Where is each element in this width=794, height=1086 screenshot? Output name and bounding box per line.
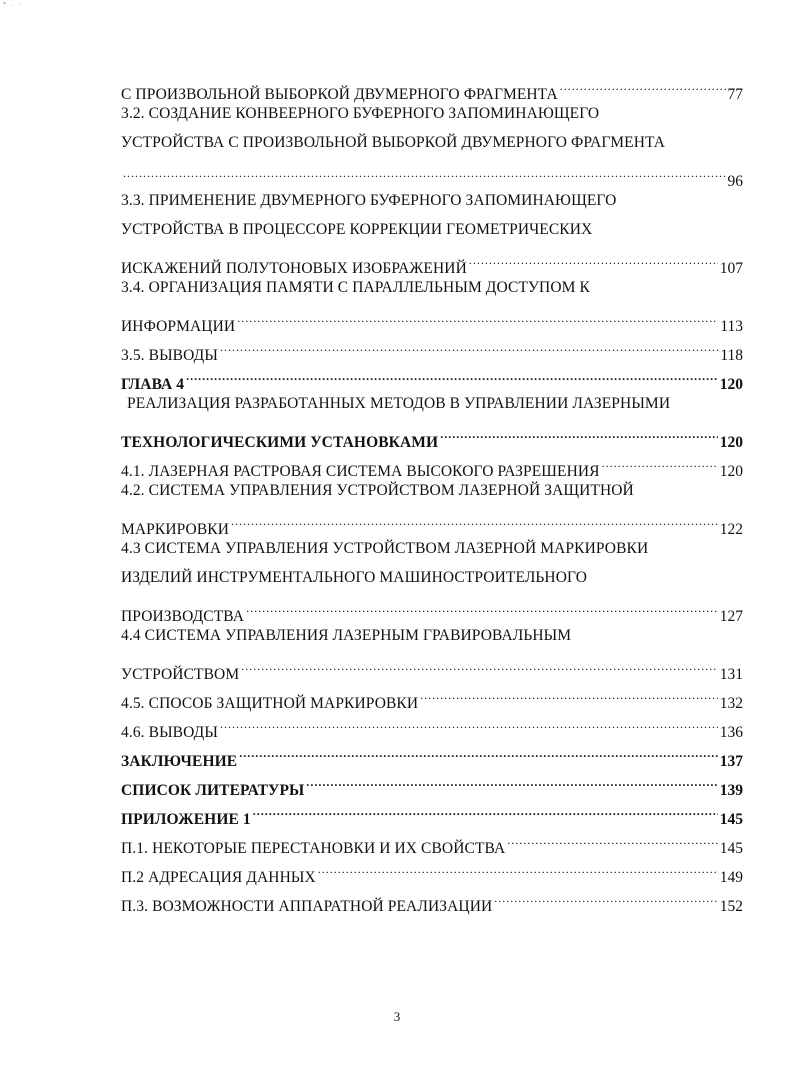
toc-leader-dots [241, 650, 718, 679]
toc-entry-title: ЗАКЛЮЧЕНИЕ [121, 753, 238, 770]
toc-entry[interactable] [121, 99, 743, 128]
toc-entry-page: 107 [719, 260, 743, 277]
toc-entry[interactable] [121, 650, 743, 683]
toc-leader-dots [231, 505, 718, 534]
toc-leader-dots [602, 447, 718, 476]
toc-entry[interactable] [121, 215, 743, 244]
toc-entry-title: 3.5. ВЫВОДЫ [121, 347, 218, 364]
page-number: 3 [393, 1009, 401, 1024]
toc-entry-title: ИЗДЕЛИЙ ИНСТРУМЕНТАЛЬНОГО МАШИНОСТРОИТЕЛЬНОГО [121, 569, 587, 586]
toc-entry-title: 4.5. СПОСОБ ЗАЩИТНОЙ МАРКИРОВКИ [121, 695, 419, 712]
toc-entry-page: 131 [719, 666, 743, 683]
toc-leader-dots [237, 302, 718, 331]
toc-entry-page: 113 [720, 318, 743, 335]
toc-entry-page: 127 [719, 608, 743, 625]
toc-leader-dots [220, 708, 718, 737]
toc-entry[interactable] [121, 70, 743, 103]
toc-entry[interactable] [121, 360, 743, 393]
toc-entry-page: 145 [719, 811, 743, 828]
toc-entry-title: 3.4. ОРГАНИЗАЦИЯ ПАМЯТИ С ПАРАЛЛЕЛЬНЫМ ДОСТУПОМ К [121, 279, 590, 296]
toc-leader-dots [420, 679, 718, 708]
toc-entry-page: 136 [719, 724, 743, 741]
toc-entry[interactable] [121, 592, 743, 625]
toc-entry-title: ИСКАЖЕНИЙ ПОЛУТОНОВЫХ ИЗОБРАЖЕНИЙ [121, 260, 467, 277]
toc-entry-title: УСТРОЙСТВА С ПРОИЗВОЛЬНОЙ ВЫБОРКОЙ ДВУМЕРНОГО ФРАГМЕНТА [121, 134, 666, 151]
toc-entry-title: ИНФОРМАЦИИ [121, 318, 236, 335]
toc-entry-title: П.1. НЕКОТОРЫЕ ПЕРЕСТАНОВКИ И ИХ СВОЙСТВА [121, 840, 506, 857]
toc-leader-dots [239, 737, 718, 766]
toc-entry-page: 120 [719, 434, 743, 451]
toc-entry-title: 4.4 СИСТЕМА УПРАВЛЕНИЯ ЛАЗЕРНЫМ ГРАВИРОВАЛЬНЫМ [121, 627, 572, 644]
toc-leader-dots [186, 360, 718, 389]
toc-entry-page: 152 [719, 898, 743, 915]
toc-entry-page: 96 [727, 173, 743, 190]
toc-entry-title: ПРОИЗВОДСТВА [121, 608, 245, 625]
toc-entry[interactable] [121, 389, 743, 418]
toc-entry-page: 149 [719, 869, 743, 886]
toc-entry-title: 3.2. СОЗДАНИЕ КОНВЕЕРНОГО БУФЕРНОГО ЗАПОМИНАЮЩЕГО [121, 105, 600, 122]
toc-leader-dots [246, 592, 718, 621]
toc-entry[interactable] [121, 244, 743, 277]
toc-entry[interactable] [121, 418, 743, 451]
toc-leader-dots [220, 331, 718, 360]
toc-entry-page: 77 [727, 86, 743, 103]
scan-corner-mark: * . · [3, 2, 23, 8]
toc-entry-page: 122 [719, 521, 743, 538]
toc-entry-title: 4.2. СИСТЕМА УПРАВЛЕНИЯ УСТРОЙСТВОМ ЛАЗЕРНОЙ ЗАЩИТНОЙ [121, 482, 634, 499]
toc-entry-title: ТЕХНОЛОГИЧЕСКИМИ УСТАНОВКАМИ [121, 434, 439, 451]
toc-entry-page: 118 [720, 347, 743, 364]
toc-entry[interactable] [121, 476, 743, 505]
toc-entry-page: 139 [719, 782, 743, 799]
toc-entry-page: 120 [719, 463, 743, 480]
toc-leader-dots [253, 795, 718, 824]
toc-leader-dots [440, 418, 718, 447]
toc-entry-title: П.2 АДРЕСАЦИЯ ДАННЫХ [121, 869, 316, 886]
toc-entry[interactable] [121, 621, 743, 650]
toc-entry-title: 4.3 СИСТЕМА УПРАВЛЕНИЯ УСТРОЙСТВОМ ЛАЗЕРНОЙ МАРКИРОВКИ [121, 540, 649, 557]
toc-leader-dots [318, 853, 718, 882]
toc-entry-title: УСТРОЙСТВОМ [121, 666, 240, 683]
toc-entry-page: 137 [719, 753, 743, 770]
toc-entry-title: РЕАЛИЗАЦИЯ РАЗРАБОТАННЫХ МЕТОДОВ В УПРАВЛЕНИИ ЛАЗЕРНЫМИ [127, 395, 671, 412]
toc-entry[interactable] [121, 157, 743, 190]
toc-entry[interactable] [121, 186, 743, 215]
toc-leader-dots [494, 882, 717, 911]
toc-entry[interactable] [121, 505, 743, 538]
toc-entry-title: П.3. ВОЗМОЖНОСТИ АППАРАТНОЙ РЕАЛИЗАЦИИ [121, 898, 493, 915]
toc-leader-dots [306, 766, 717, 795]
table-of-contents [121, 70, 743, 915]
toc-entry-title: МАРКИРОВКИ [121, 521, 230, 538]
toc-leader-dots [123, 157, 726, 186]
toc-entry[interactable] [121, 128, 743, 157]
toc-leader-dots [507, 824, 717, 853]
toc-entry-title: С ПРОИЗВОЛЬНОЙ ВЫБОРКОЙ ДВУМЕРНОГО ФРАГМЕНТА [121, 86, 558, 103]
toc-entry-page: 120 [719, 376, 743, 393]
toc-entry-title: 4.6. ВЫВОДЫ [121, 724, 218, 741]
toc-entry[interactable] [121, 302, 743, 335]
toc-entry[interactable] [121, 563, 743, 592]
toc-entry-title: 4.1. ЛАЗЕРНАЯ РАСТРОВАЯ СИСТЕМА ВЫСОКОГО РАЗРЕШЕНИЯ [121, 463, 600, 480]
toc-leader-dots [469, 244, 718, 273]
toc-leader-dots [560, 70, 726, 99]
toc-entry-title: УСТРОЙСТВА В ПРОЦЕССОРЕ КОРРЕКЦИИ ГЕОМЕТРИЧЕСКИХ [121, 221, 593, 238]
toc-entry-title: ПРИЛОЖЕНИЕ 1 [121, 811, 251, 828]
toc-entry-title: ГЛАВА 4 [121, 376, 185, 393]
toc-entry-page: 132 [719, 695, 743, 712]
toc-entry-title: СПИСОК ЛИТЕРАТУРЫ [121, 782, 305, 799]
toc-entry-title: 3.3. ПРИМЕНЕНИЕ ДВУМЕРНОГО БУФЕРНОГО ЗАПОМИНАЮЩЕГО [121, 192, 617, 209]
toc-entry-page: 145 [719, 840, 743, 857]
toc-entry[interactable] [121, 273, 743, 302]
toc-entry[interactable] [121, 534, 743, 563]
